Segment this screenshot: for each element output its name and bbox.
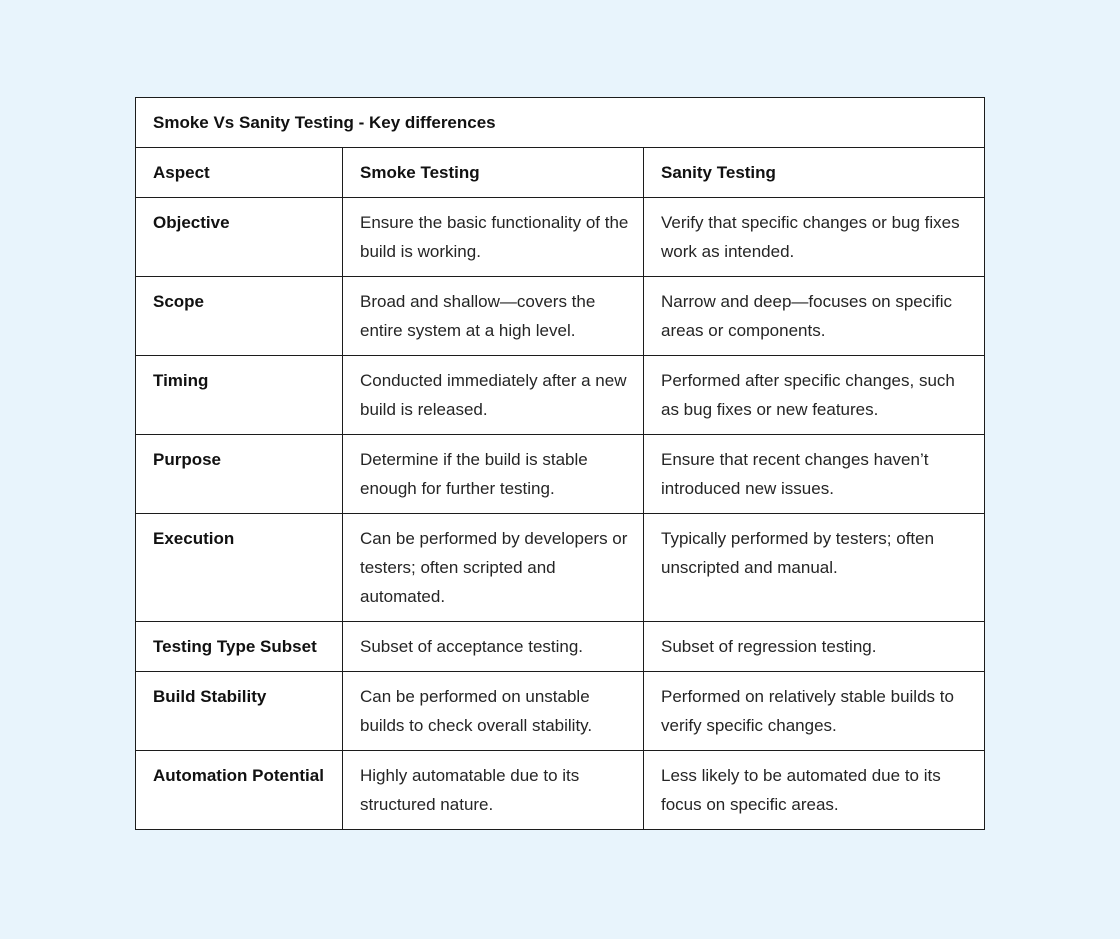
table-row [136,514,985,622]
table-row [136,672,985,751]
row-aspect-label: Build Stability [136,672,343,751]
row-sanity-cell: Subset of regression testing. [644,622,985,672]
table-row [136,198,985,277]
row-aspect-label: Execution [136,514,343,622]
table-title: Smoke Vs Sanity Testing - Key differences [136,98,985,148]
table-row [136,751,985,830]
row-sanity-cell: Narrow and deep—focuses on specific areas or components. [644,277,985,356]
row-smoke-cell: Highly automatable due to its structured nature. [343,751,644,830]
column-header-sanity-testing: Sanity Testing [644,148,985,198]
row-aspect-label: Purpose [136,435,343,514]
row-sanity-cell: Typically performed by testers; often unscripted and manual. [644,514,985,622]
row-smoke-cell: Ensure the basic functionality of the build is working. [343,198,644,277]
row-smoke-cell: Can be performed by developers or testers; often scripted and automated. [343,514,644,622]
table-row [136,356,985,435]
table-title-row [136,98,985,148]
comparison-table [135,97,985,830]
row-sanity-cell: Verify that specific changes or bug fixes work as intended. [644,198,985,277]
row-aspect-label: Automation Potential [136,751,343,830]
table-row [136,435,985,514]
row-aspect-label: Scope [136,277,343,356]
row-smoke-cell: Broad and shallow—covers the entire system at a high level. [343,277,644,356]
row-aspect-label: Testing Type Subset [136,622,343,672]
column-header-smoke-testing: Smoke Testing [343,148,644,198]
table-row [136,622,985,672]
row-smoke-cell: Can be performed on unstable builds to check overall stability. [343,672,644,751]
row-smoke-cell: Subset of acceptance testing. [343,622,644,672]
table-header-row [136,148,985,198]
row-aspect-label: Timing [136,356,343,435]
row-sanity-cell: Performed after specific changes, such as bug fixes or new features. [644,356,985,435]
row-sanity-cell: Ensure that recent changes haven’t introduced new issues. [644,435,985,514]
column-header-aspect: Aspect [136,148,343,198]
row-smoke-cell: Determine if the build is stable enough for further testing. [343,435,644,514]
row-sanity-cell: Less likely to be automated due to its focus on specific areas. [644,751,985,830]
row-sanity-cell: Performed on relatively stable builds to verify specific changes. [644,672,985,751]
row-smoke-cell: Conducted immediately after a new build is released. [343,356,644,435]
table-row [136,277,985,356]
row-aspect-label: Objective [136,198,343,277]
